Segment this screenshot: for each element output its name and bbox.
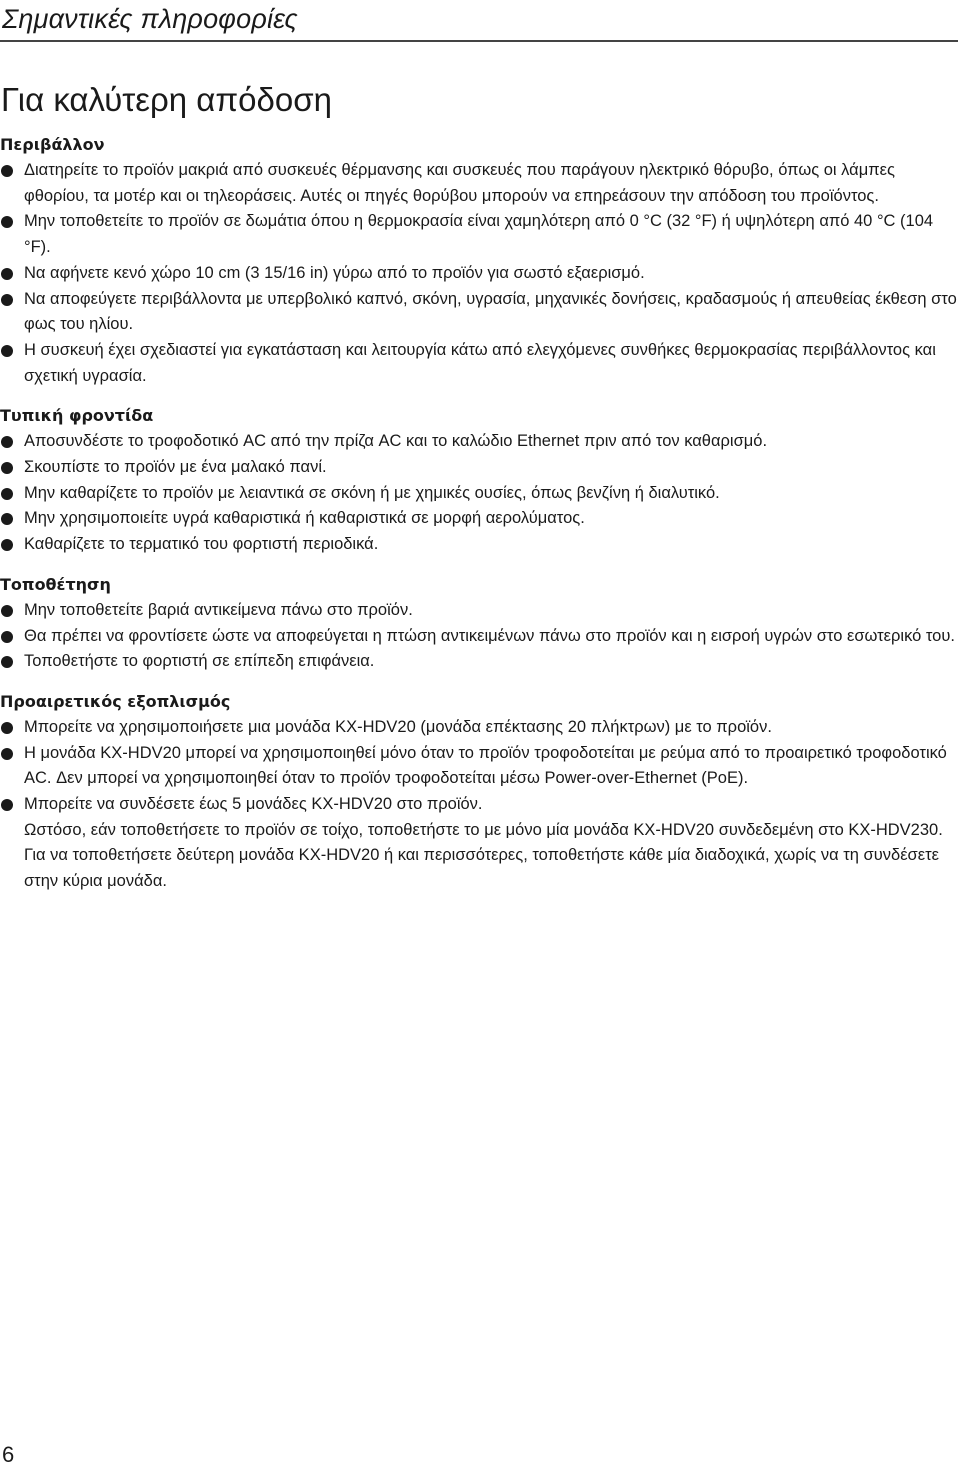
section-heading: Περιβάλλον — [0, 135, 105, 154]
list-item-text: Να αφήνετε κενό χώρο 10 cm (3 15/16 in) γύρω από το προϊόν για σωστό εξαερισμό. — [24, 263, 645, 282]
list-item — [0, 649, 958, 675]
list-item — [0, 741, 958, 792]
page-heading: Για καλύτερη απόδοση — [1, 81, 332, 118]
list-item-text: Διατηρείτε το προϊόν μακριά από συσκευές θέρμανσης και συσκευές που παράγουν ηλεκτρικό θόρυβο, όπως οι λάμπες φθορίου, τα μοτέρ και οι τηλεοράσεις. Αυτές οι πηγές θορύβου μπορούν να επηρεάσουν την απόδοση του προϊόντος. — [24, 161, 895, 205]
list-item — [0, 261, 958, 287]
list-item-text: Η μονάδα KX-HDV20 μπορεί να χρησιμοποιηθεί μόνο όταν το προϊόν τροφοδοτείται με ρεύμα από το προαιρετικό τροφοδοτικό AC. Δεν μπορεί να χρησιμοποιηθεί όταν το προϊόν τροφοδοτείται μέσω Power-over-Ethernet (PoE). — [24, 743, 947, 788]
bullet-icon — [1, 345, 13, 357]
bullet-icon — [1, 436, 13, 448]
bullet-icon — [1, 799, 13, 811]
bullet-icon — [1, 631, 13, 643]
header-divider — [0, 40, 958, 42]
list-item-text: Μην χρησιμοποιείτε υγρά καθαριστικά ή καθαριστικά σε μορφή αερολύματος. — [24, 509, 585, 528]
bullet-icon — [1, 722, 13, 734]
bullet-icon — [1, 605, 13, 617]
section-routine-care — [0, 403, 958, 558]
section-heading: Τυπική φροντίδα — [0, 406, 154, 426]
bullet-icon — [1, 462, 13, 474]
list-item — [0, 624, 958, 650]
list-item — [0, 598, 958, 624]
list-item — [0, 287, 958, 338]
list-item — [0, 506, 958, 532]
list-item — [0, 715, 958, 741]
bullet-icon — [1, 294, 13, 306]
list-item-continuation: Ωστόσο, εάν τοποθετήσετε το προϊόν σε τοίχο, τοποθετήστε το με μόνο μία μονάδα KX-HDV20 συνδεδεμένη στο KX-HDV230. Για να τοποθετήσετε δεύτερη μονάδα KX-HDV20 ή και περισσότερες, τοποθετήστε κάθε μία διαδοχικά, χωρίς να τη συνδέσετε στην κύρια μονάδα. — [24, 820, 943, 891]
bullet-list — [0, 158, 958, 389]
list-item — [0, 338, 958, 389]
bullet-icon — [1, 513, 13, 525]
bullet-icon — [1, 539, 13, 551]
section-optional-equipment — [0, 689, 958, 895]
bullet-list — [0, 715, 958, 895]
section-placement — [0, 572, 958, 675]
bullet-icon — [1, 488, 13, 500]
bullet-icon — [1, 748, 13, 760]
content — [0, 132, 958, 909]
page-number: 6 — [2, 1442, 15, 1467]
list-item — [0, 158, 958, 209]
list-item — [0, 481, 958, 507]
list-item-text: Μην τοποθετείτε βαριά αντικείμενα πάνω στο προϊόν. — [24, 600, 413, 619]
list-item — [0, 209, 958, 260]
list-item-text: Καθαρίζετε το τερματικό του φορτιστή περιοδικά. — [24, 535, 379, 554]
list-item-text: Μην τοποθετείτε το προϊόν σε δωμάτια όπου η θερμοκρασία είναι χαμηλότερη από 0 °C (32 °F) ή υψηλότερη από 40 °C (104 °F). — [24, 212, 934, 257]
section-environment — [0, 132, 958, 389]
list-item-text: Τοποθετήστε το φορτιστή σε επίπεδη επιφάνεια. — [24, 652, 375, 671]
bullet-list — [0, 598, 958, 675]
bullet-list — [0, 429, 958, 558]
bullet-icon — [1, 165, 13, 177]
list-item-text: Σκουπίστε το προϊόν με ένα μαλακό πανί. — [24, 458, 327, 477]
bullet-icon — [1, 656, 13, 668]
list-item-text: Μπορείτε να χρησιμοποιήσετε μια μονάδα KX-HDV20 (μονάδα επέκτασης 20 πλήκτρων) με το προϊόν. — [24, 717, 772, 736]
list-item — [0, 792, 958, 895]
header-title: Σημαντικές πληροφορίες — [2, 4, 298, 34]
list-item-text: Να αποφεύγετε περιβάλλοντα με υπερβολικό καπνό, σκόνη, υγρασία, μηχανικές δονήσεις, κραδασμούς ή απευθείας έκθεση στο φως του ηλίου. — [24, 289, 957, 334]
list-item-text: Θα πρέπει να φροντίσετε ώστε να αποφεύγεται η πτώση αντικειμένων πάνω στο προϊόν και η εισροή υγρών στο εσωτερικό του. — [24, 626, 955, 645]
section-heading: Προαιρετικός εξοπλισμός — [0, 691, 231, 711]
list-item-text: Μπορείτε να συνδέσετε έως 5 μονάδες KX-HDV20 στο προϊόν. — [24, 795, 483, 814]
list-item — [0, 455, 958, 481]
list-item — [0, 429, 958, 455]
bullet-icon — [1, 216, 13, 228]
list-item — [0, 532, 958, 558]
list-item-text: Η συσκευή έχει σχεδιαστεί για εγκατάσταση και λειτουργία κάτω από ελεγχόμενες συνθήκες θερμοκρασίας περιβάλλοντος και σχετική υγρασία. — [24, 340, 936, 385]
bullet-icon — [1, 268, 13, 280]
list-item-text: Μην καθαρίζετε το προϊόν με λειαντικά σε σκόνη ή με χημικές ουσίες, όπως βενζίνη ή διαλυτικό. — [24, 483, 720, 502]
list-item-text: Αποσυνδέστε το τροφοδοτικό AC από την πρίζα AC και το καλώδιο Ethernet πριν από τον καθαρισμό. — [24, 432, 768, 451]
section-heading: Τοποθέτηση — [0, 574, 111, 594]
